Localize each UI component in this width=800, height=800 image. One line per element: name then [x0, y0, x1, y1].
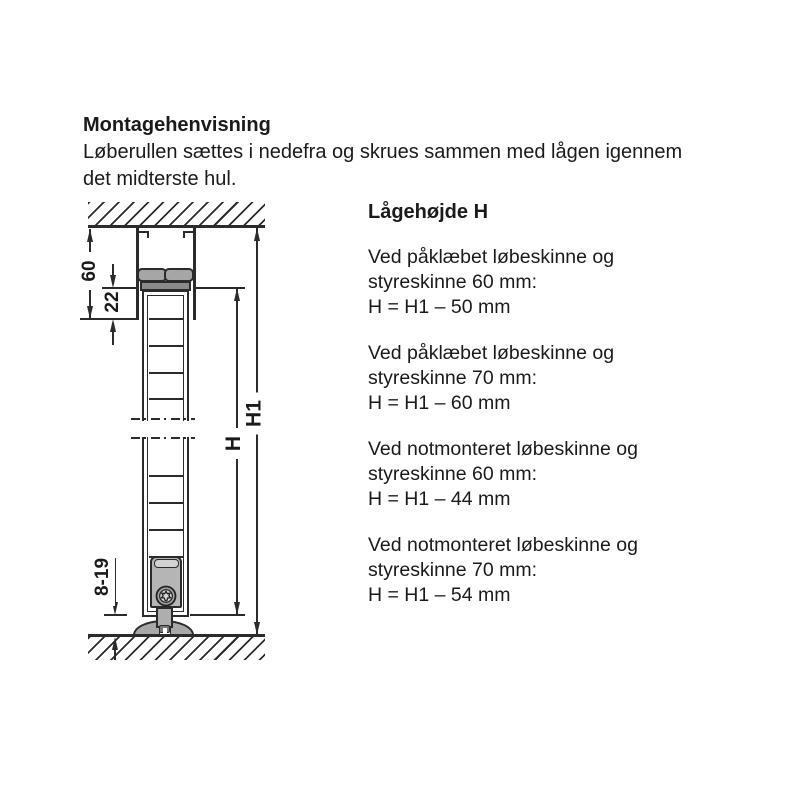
- break-mask: [128, 421, 206, 437]
- stem-notch: [163, 628, 167, 633]
- dimH1-label: H1: [241, 393, 268, 435]
- rail-right-hook: [183, 231, 185, 238]
- slat-line: [149, 475, 183, 477]
- slat-line: [149, 372, 183, 374]
- slat-line: [149, 318, 183, 320]
- break-line-bottom: [131, 437, 195, 439]
- case-formula: H = H1 – 54 mm: [368, 584, 511, 606]
- slat-line: [149, 398, 183, 400]
- dimH-arrow-top: [234, 288, 240, 301]
- info-heading: Lågehøjde H: [368, 201, 489, 223]
- roller-left: [137, 268, 167, 282]
- ceiling-hatch: [88, 202, 265, 225]
- break-line-top: [131, 418, 195, 420]
- case-formula: H = H1 – 44 mm: [368, 488, 511, 510]
- dim60-label: 60: [77, 252, 103, 290]
- dim819-ext-line: [104, 614, 127, 616]
- case-line: Ved påklæbet løbeskinne og: [368, 246, 615, 268]
- dim60-arrow-top: [87, 229, 93, 242]
- case-line: styreskinne 60 mm:: [368, 463, 538, 485]
- slat-line: [149, 529, 183, 531]
- case-line: styreskinne 60 mm:: [368, 271, 538, 293]
- dimH1-arrow-bottom: [254, 622, 260, 635]
- page-title: Montagehenvisning: [83, 114, 271, 136]
- intro-line-1: Løberullen sættes i nedefra og skrues sammen med lågen igennem: [83, 141, 683, 163]
- case-line: styreskinne 70 mm:: [368, 367, 538, 389]
- dim22-label: 22: [102, 291, 123, 313]
- intro-line-2: det midterste hul.: [83, 168, 237, 190]
- dim819-label: 8-19: [91, 548, 115, 606]
- case-line: Ved notmonteret løbeskinne og: [368, 534, 638, 556]
- torx-screw-icon: [155, 585, 177, 607]
- dimH1-arrow-top: [254, 228, 260, 241]
- roller-right: [164, 268, 194, 282]
- slat-line: [149, 345, 183, 347]
- case-line: styreskinne 70 mm:: [368, 559, 538, 581]
- case-formula: H = H1 – 60 mm: [368, 392, 511, 414]
- dim819-shaft-bottom: [114, 649, 116, 660]
- case-line: Ved påklæbet løbeskinne og: [368, 342, 615, 364]
- rail-left-hook: [147, 231, 149, 238]
- case-line: Ved notmonteret løbeskinne og: [368, 438, 638, 460]
- slat-line: [149, 502, 183, 504]
- dimH-arrow-bottom: [234, 602, 240, 615]
- dimH-label: H: [220, 428, 247, 459]
- ceiling-line: [88, 225, 265, 228]
- dim22-shaft-bottom: [112, 331, 114, 345]
- housing-cap: [154, 559, 179, 568]
- case-formula: H = H1 – 50 mm: [368, 296, 511, 318]
